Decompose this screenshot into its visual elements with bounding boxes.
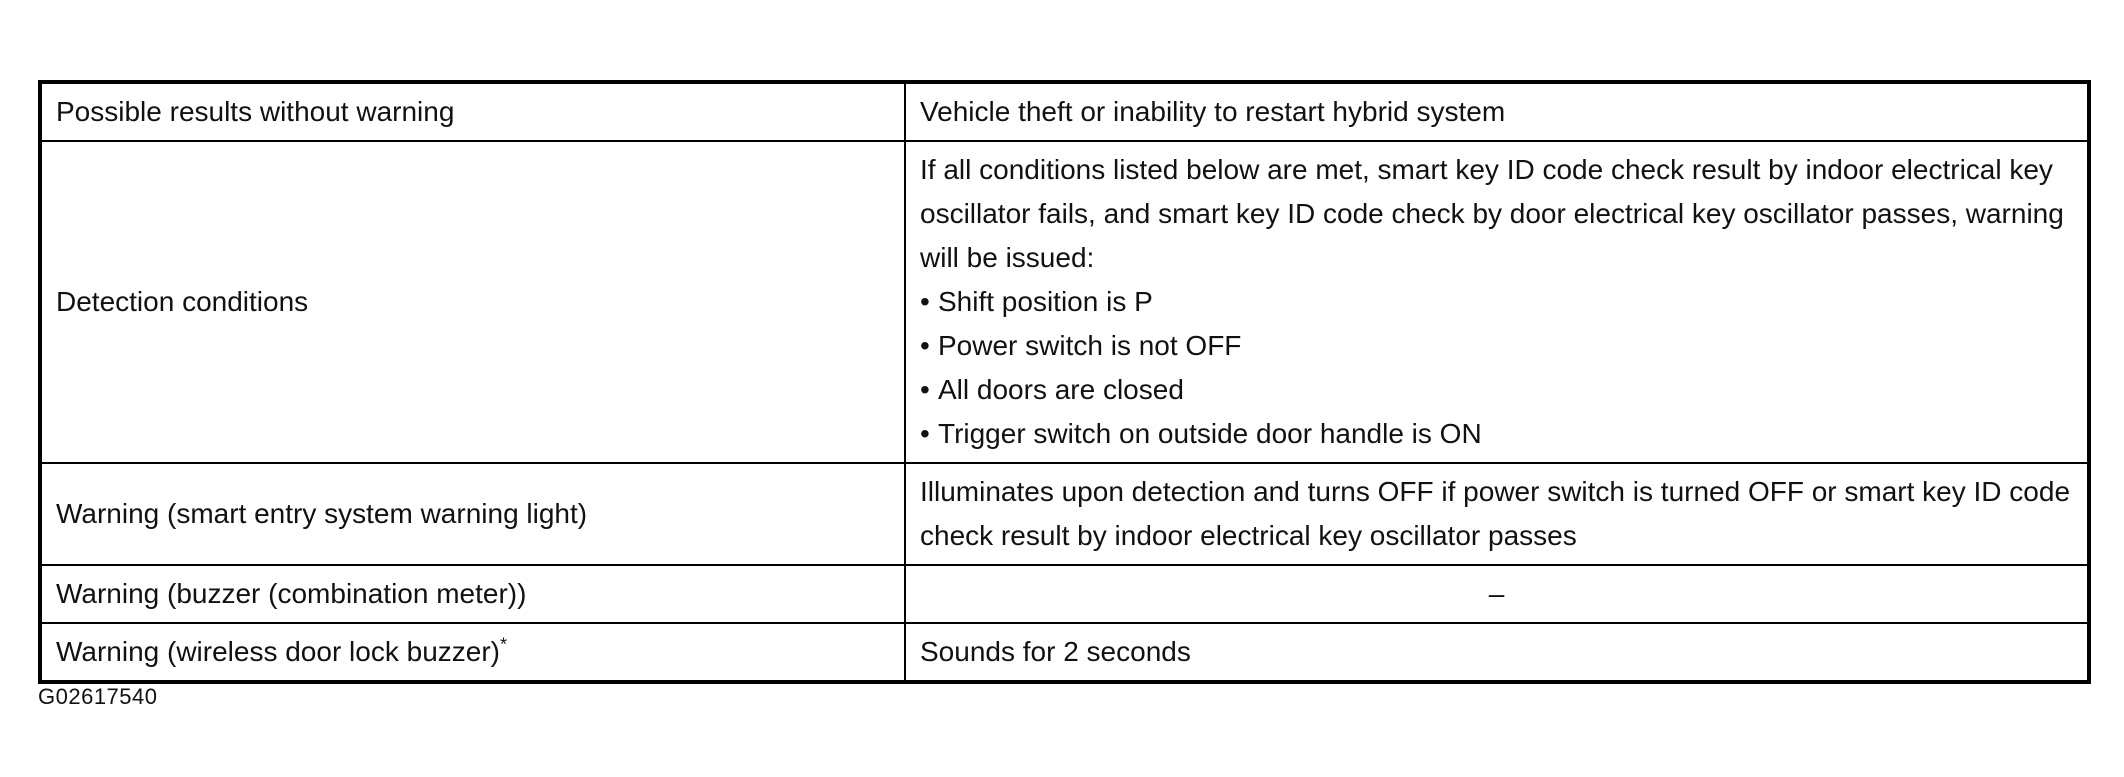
- bullet-icon: •: [920, 374, 930, 405]
- row-label: Possible results without warning: [40, 82, 905, 141]
- row-label: Warning (smart entry system warning light): [40, 463, 905, 565]
- warning-conditions-table: [38, 80, 2091, 684]
- table-row: [40, 623, 2089, 682]
- bullet-icon: •: [920, 286, 930, 317]
- table-row: [40, 82, 2089, 141]
- row-label: Detection conditions: [40, 141, 905, 463]
- list-item: • All doors are closed: [920, 368, 2073, 412]
- detection-intro: If all conditions listed below are met, smart key ID code check result by indoor electrical key oscillator fails, and smart key ID code check by door electrical key oscillator passes, warning will be issued:: [920, 154, 2064, 273]
- table-row: [40, 565, 2089, 623]
- row-value: Vehicle theft or inability to restart hybrid system: [905, 82, 2089, 141]
- list-item: • Power switch is not OFF: [920, 324, 2073, 368]
- figure-code: G02617540: [38, 684, 158, 709]
- row-label: Warning (buzzer (combination meter)): [40, 565, 905, 623]
- row-value: Sounds for 2 seconds: [905, 623, 2089, 682]
- table-row: [40, 463, 2089, 565]
- row-value: [905, 141, 2089, 463]
- row-value: Illuminates upon detection and turns OFF if power switch is turned OFF or smart key ID code check result by indoor electrical key oscillator passes: [905, 463, 2089, 565]
- bullet-icon: •: [920, 330, 930, 361]
- list-item: • Shift position is P: [920, 280, 2073, 324]
- footnote-mark: *: [500, 634, 508, 655]
- row-label: Warning (wireless door lock buzzer)*: [40, 623, 905, 682]
- table-row: [40, 141, 2089, 463]
- bullet-icon: •: [920, 418, 930, 449]
- condition-list: [920, 280, 2073, 456]
- row-value: –: [905, 565, 2089, 623]
- list-item: • Trigger switch on outside door handle is ON: [920, 412, 2073, 456]
